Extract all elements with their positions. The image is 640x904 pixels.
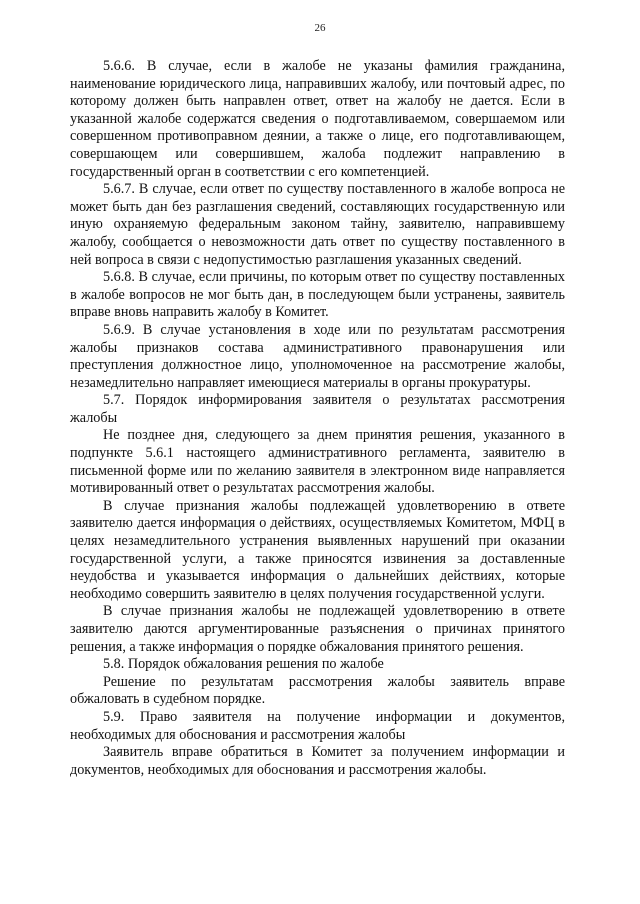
document-body: [70, 58, 565, 779]
paragraph-court-appeal: Решение по результатам рассмотрения жалобы заявитель вправе обжаловать в судебном порядке.: [70, 673, 565, 708]
paragraph-information-request: Заявитель вправе обратиться в Комитет за получением информации и документов, необходимых для обоснования и рассмотрения жалобы.: [70, 744, 565, 778]
section-heading-5-8: 5.8. Порядок обжалования решения по жалобе: [103, 656, 384, 673]
section-heading-5-9: 5.9. Право заявителя на получение информации и документов, необходимых для обоснования и рассмотрения жалобы: [70, 708, 565, 743]
paragraph-5-6-6: 5.6.6. В случае, если в жалобе не указаны фамилия гражданина, наименование юридического лица, направивших жалобу, или почтовый адрес, по которому должен быть направлен ответ, ответ на жалобу не дается. Если в указанной жалобе содержатся сведения о подготавливаемом, совершаемом или совершенном противоправном деянии, а также о лице, его подготавливающем, совершающем или совершившем, жалоба подлежит направлению в государственный орган в соответствии с его компетенцией.: [70, 58, 565, 180]
section-heading-5-7: 5.7. Порядок информирования заявителя о результатах рассмотрения жалобы: [70, 392, 565, 426]
paragraph-complaint-satisfied: В случае признания жалобы подлежащей удовлетворению в ответе заявителю дается информация о действиях, осуществляемых Комитетом, МФЦ в целях незамедлительного устранения выявленных нарушений при оказании государственной услуги, а также приносятся извинения за доставленные неудобства и указывается информация о дальнейших действиях, которые необходимо совершить заявителю в целях получения государственной услуги.: [70, 497, 565, 602]
paragraph-5-6-9: 5.6.9. В случае установления в ходе или по результатам рассмотрения жалобы признаков состава административного правонарушения или преступления должностное лицо, уполномоченное на рассмотрение жалобы, незамедлительно направляет имеющиеся материалы в органы прокуратуры.: [70, 321, 565, 391]
paragraph-response-deadline: Не позднее дня, следующего за днем принятия решения, указанного в подпункте 5.6.1 настоящего административного регламента, заявителю в письменной форме или по желанию заявителя в электронном виде направляется мотивированный ответ о результатах рассмотрения жалобы.: [70, 427, 565, 497]
paragraph-5-6-8: 5.6.8. В случае, если причины, по которым ответ по существу поставленных в жалобе вопросов не мог быть дан, в последующем были устранены, заявитель вправе вновь направить жалобу в Комитет.: [70, 269, 565, 321]
page-number: 26: [314, 22, 326, 34]
paragraph-5-6-7: 5.6.7. В случае, если ответ по существу поставленного в жалобе вопроса не может быть дан без разглашения сведений, составляющих государственную или иную охраняемую федеральным законом тайну, заявителю, направившему жалобу, сообщается о невозможности дать ответ по существу поставленного в ней вопроса в связи с недопустимостью разглашения указанных сведений.: [70, 181, 565, 268]
paragraph-complaint-rejected: В случае признания жалобы не подлежащей удовлетворению в ответе заявителю даются аргументированные разъяснения о причинах принятого решения, а также информация о порядке обжалования принятого решения.: [70, 603, 565, 655]
